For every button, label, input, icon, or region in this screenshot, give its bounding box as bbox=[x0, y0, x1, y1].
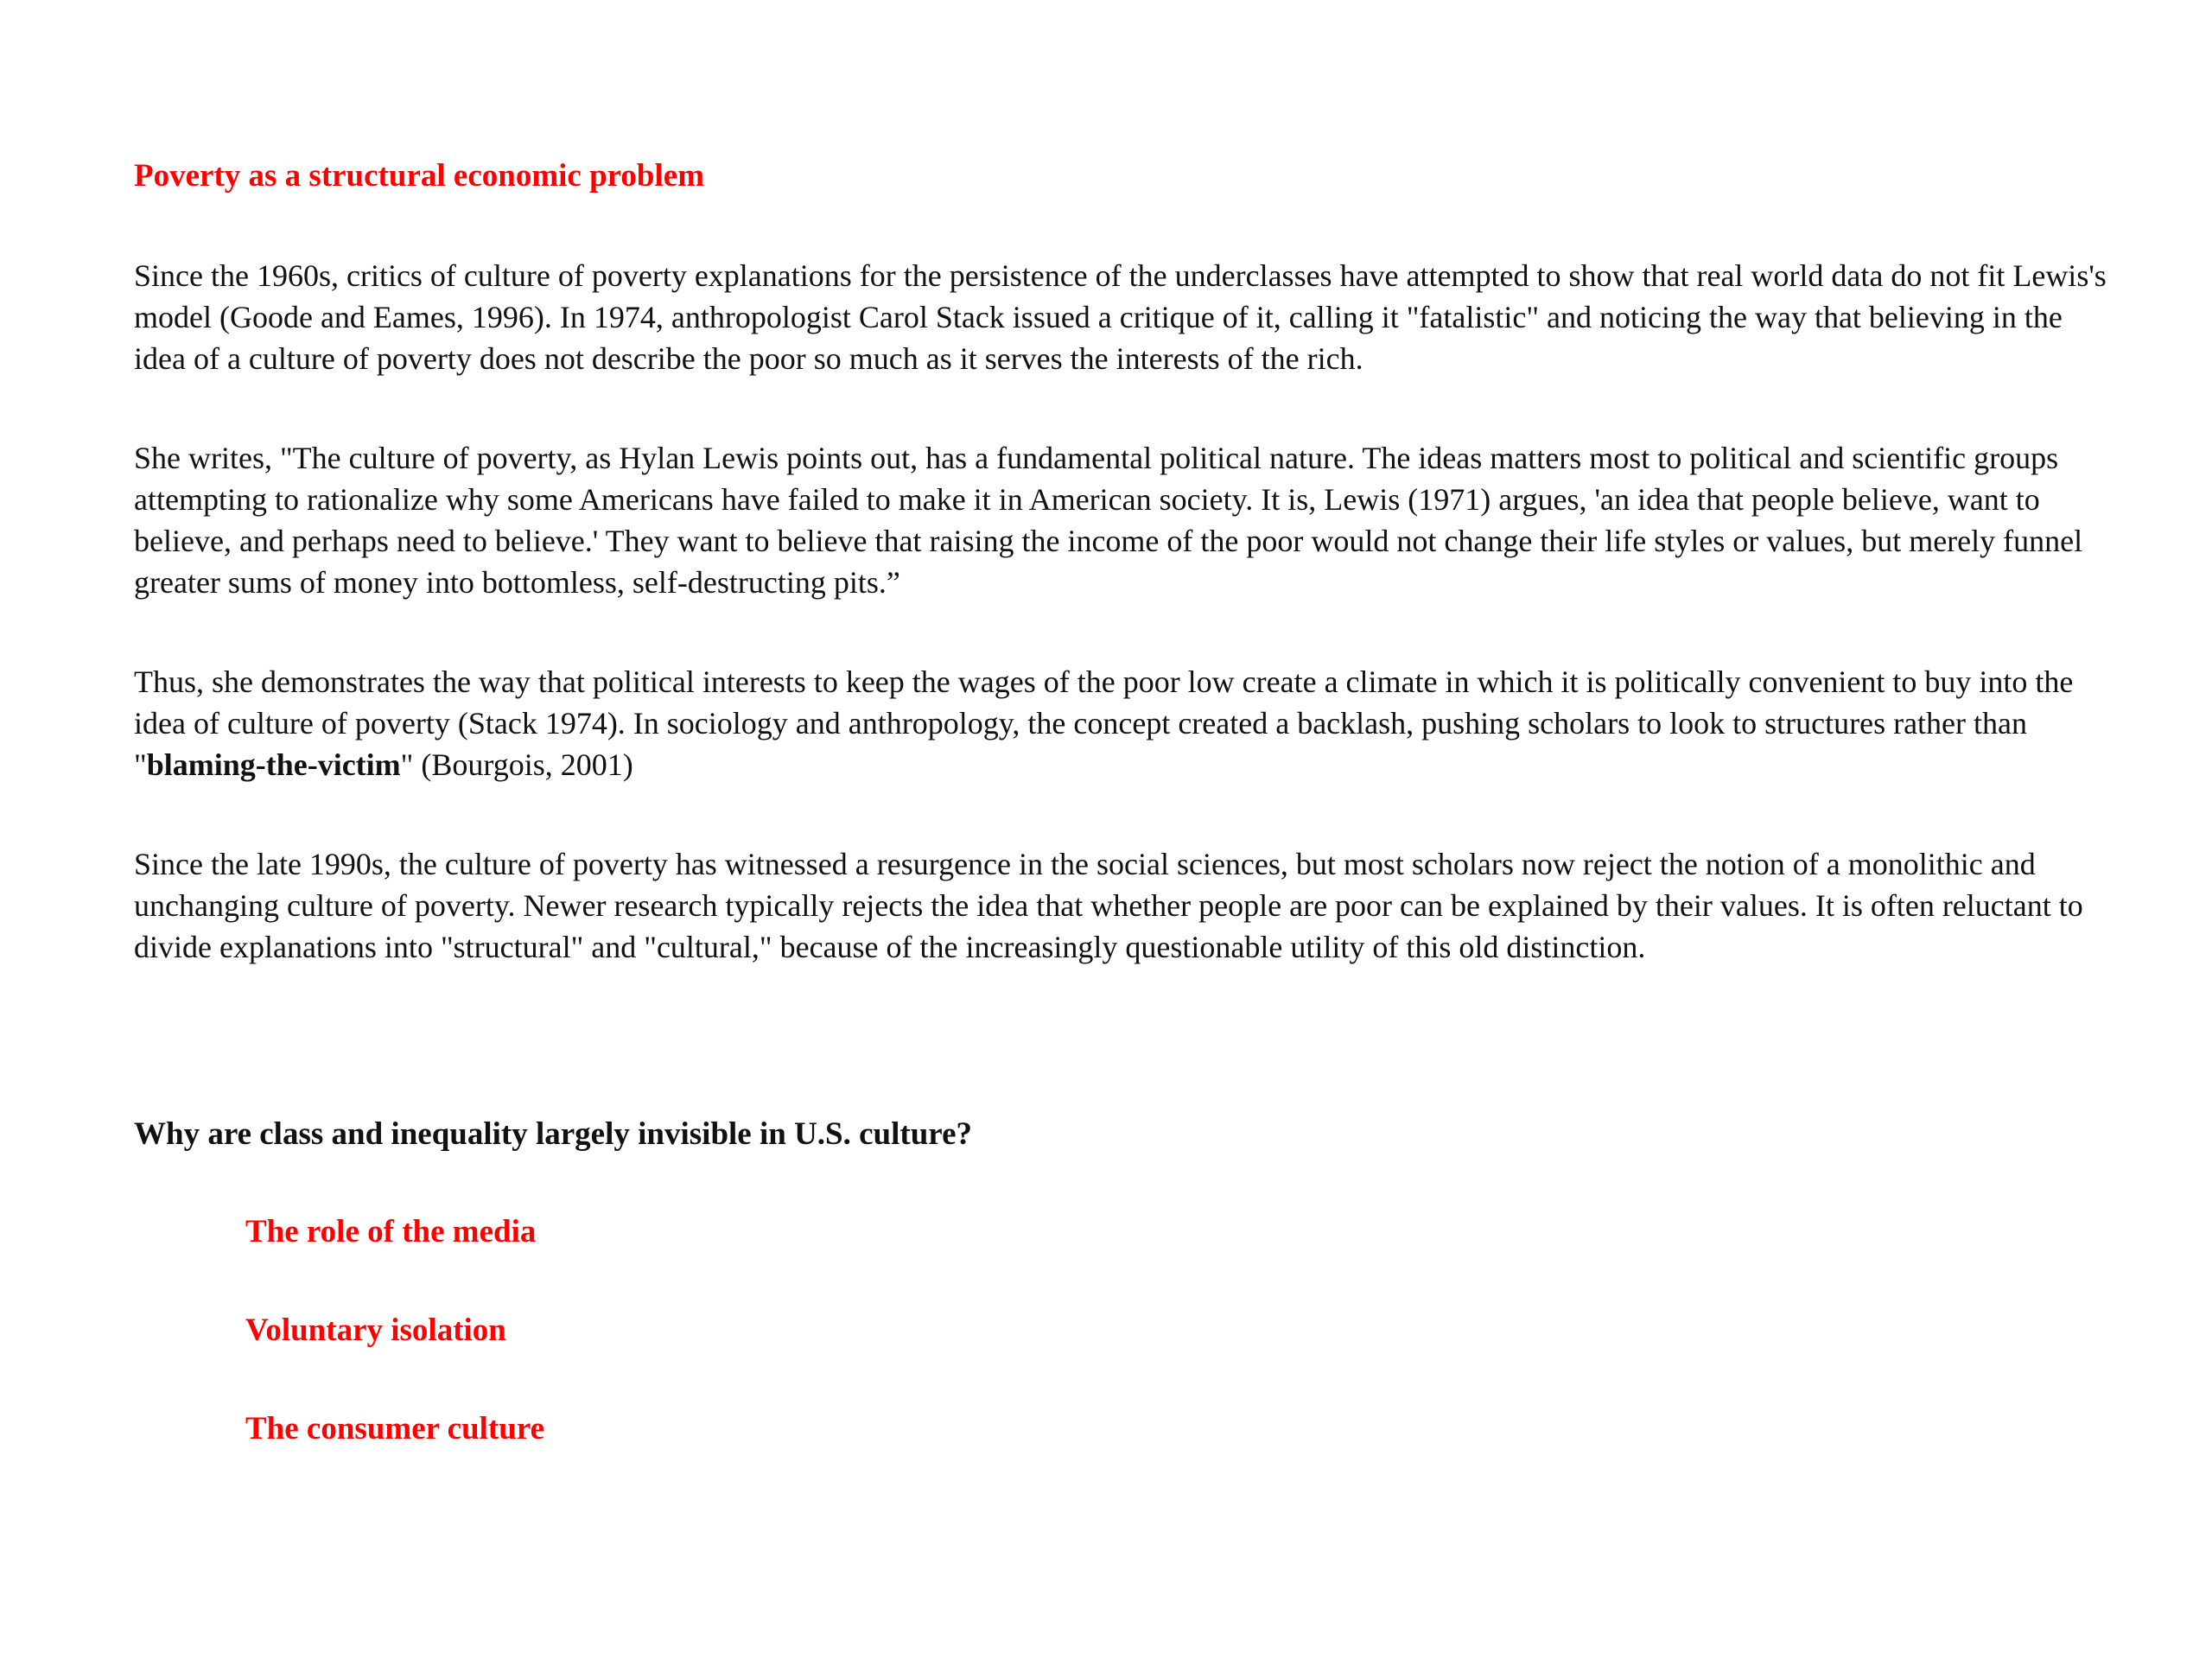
sub-topic-isolation-link[interactable]: Voluntary isolation bbox=[245, 1313, 506, 1348]
sub-topic-list bbox=[245, 1211, 1455, 1507]
paragraph-resurgence: Since the late 1990s, the culture of poverty has witnessed a resurgence in the social sciences, but most scholars now reject the notion of a monolithic and unchanging culture of poverty. Newer research typically rejects the idea that whether people are poor can be explained by their values. It is often reluctant to divide explanations into "structural" and "cultural," because of the increasingly questionable utility of this old distinction. bbox=[134, 847, 2083, 964]
paragraph-backlash-text: Thus, she demonstrates the way that political interests to keep the wages of the poor low create a climate in which it is politically convenient to buy into the idea of culture of poverty (Stack 1974). In sociology and anthropology, the concept created a backlash, pushing scholars to look to structures rather than " bbox=[134, 664, 2074, 782]
blaming-the-victim-term: blaming-the-victim bbox=[146, 747, 401, 782]
question-block bbox=[134, 1114, 2113, 1155]
sub-topic-media-link[interactable]: The role of the media bbox=[245, 1214, 537, 1249]
section-heading-link[interactable]: Poverty as a structural economic problem bbox=[134, 158, 705, 194]
sub-topic-consumer-link[interactable]: The consumer culture bbox=[245, 1411, 545, 1446]
main-content bbox=[134, 156, 2113, 1026]
paragraph-backlash bbox=[134, 661, 2113, 785]
paragraph-critics: Since the 1960s, critics of culture of poverty explanations for the persistence of the underclasses have attempted to show that real world data do not fit Lewis's model (Goode and Eames, 1996). In 1974, anthropologist Carol Stack issued a critique of it, calling it "fatalistic" and noticing the way that believing in the idea of a culture of poverty does not describe the poor so much as it serves the interests of the rich. bbox=[134, 258, 2107, 376]
paragraph-backlash-citation: " (Bourgois, 2001) bbox=[400, 747, 633, 782]
paragraph-stack-quote: She writes, "The culture of poverty, as Hylan Lewis points out, has a fundamental political nature. The ideas matters most to political and scientific groups attempting to rationalize why some Americans have failed to make it in American society. It is, Lewis (1971) argues, 'an idea that people believe, want to believe, and perhaps need to believe.' They want to believe that raising the income of the poor would not change their life styles or values, but merely funnel greater sums of money into bottomless, self-destructing pits.” bbox=[134, 441, 2083, 600]
question-heading: Why are class and inequality largely invisible in U.S. culture? bbox=[134, 1116, 972, 1152]
